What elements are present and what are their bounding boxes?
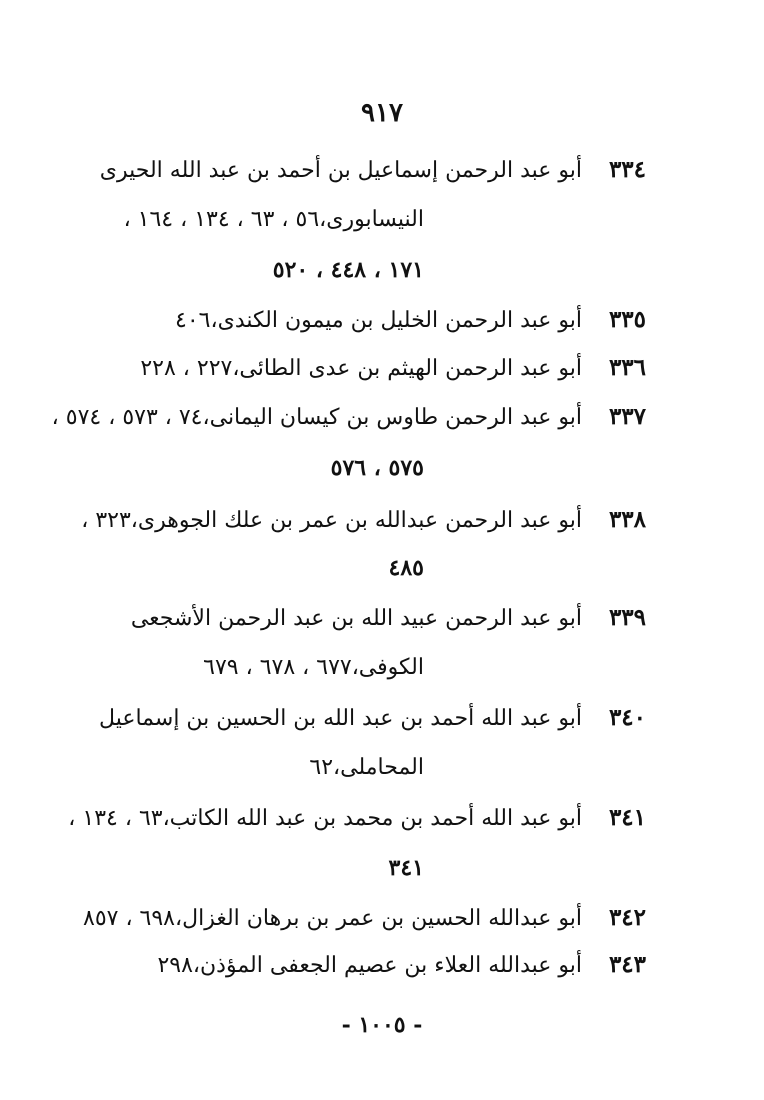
entry-text: أبو عبد الرحمن الهيثم بن عدى الطائى،٢٢٧ ، ٢٢٨ xyxy=(140,356,582,381)
entry-number: ٣٣٩ xyxy=(608,604,646,631)
entry-number: ٣٣٧ xyxy=(608,403,646,430)
entry-continuation: النيسابورى،٥٦ ، ٦٣ ، ١٣٤ ، ١٦٤ ، xyxy=(123,207,424,232)
entry-number: ٣٤٢ xyxy=(608,904,646,931)
index-entry xyxy=(99,698,646,738)
entry-continuation: الكوفى،٦٧٧ ، ٦٧٨ ، ٦٧٩ xyxy=(203,655,424,680)
entry-number: ٣٣٨ xyxy=(608,506,646,533)
entry-text: أبو عبد الرحمن عبيد الله بن عبد الرحمن الأشجعى xyxy=(130,606,582,631)
entry-text: أبو عبد الله أحمد بن محمد بن عبد الله الكاتب،٦٣ ، ١٣٤ ، xyxy=(68,806,582,831)
index-entry xyxy=(83,898,646,938)
index-entry xyxy=(140,348,646,388)
entry-number: ٣٣٦ xyxy=(608,354,646,381)
index-entry xyxy=(68,798,646,838)
entry-number: ٣٣٤ xyxy=(608,156,646,183)
entry-text: أبو عبد الله أحمد بن عبد الله بن الحسين بن إسماعيل xyxy=(99,706,582,731)
entry-text: أبو عبد الرحمن عبدالله بن عمر بن علك الجوهرى،٣٢٣ ، xyxy=(81,508,582,533)
entry-number: ٣٤١ xyxy=(608,804,646,831)
entry-continuation: المحاملى،٦٢ xyxy=(309,755,424,780)
index-entry xyxy=(81,500,646,540)
entry-continuation: ٤٨٥ xyxy=(388,555,424,581)
index-entry xyxy=(52,397,646,437)
index-entry xyxy=(131,598,646,638)
entry-text: أبو عبد الرحمن إسماعيل بن أحمد بن عبد الله الحيرى xyxy=(99,158,582,183)
entry-number: ٣٤٣ xyxy=(608,951,646,978)
page-header-number: ٩١٧ xyxy=(361,98,403,128)
entry-continuation: ١٧١ ، ٤٤٨ ، ٥٢٠ xyxy=(272,257,424,283)
index-entry xyxy=(157,945,646,985)
page-footer-number: - ١٠٠٥ - xyxy=(341,1012,423,1038)
entry-text: أبو عبدالله الحسين بن عمر بن برهان الغزال،٦٩٨ ، ٨٥٧ xyxy=(83,906,582,931)
entry-number: ٣٣٥ xyxy=(608,306,646,333)
entry-text: أبو عبد الرحمن طاوس بن كيسان اليمانى،٧٤ ، ٥٧٣ ، ٥٧٤ ، xyxy=(51,405,582,430)
entry-text: أبو عبدالله العلاء بن عصيم الجعفى المؤذن،٢٩٨ xyxy=(157,953,582,978)
index-entry xyxy=(175,300,646,340)
index-entry xyxy=(100,150,646,190)
entry-number: ٣٤٠ xyxy=(608,704,646,731)
entry-text: أبو عبد الرحمن الخليل بن ميمون الكندى،٤٠٦ xyxy=(175,308,582,333)
entry-continuation: ٥٧٥ ، ٥٧٦ xyxy=(330,455,424,481)
entry-continuation: ٣٤١ xyxy=(388,855,424,881)
